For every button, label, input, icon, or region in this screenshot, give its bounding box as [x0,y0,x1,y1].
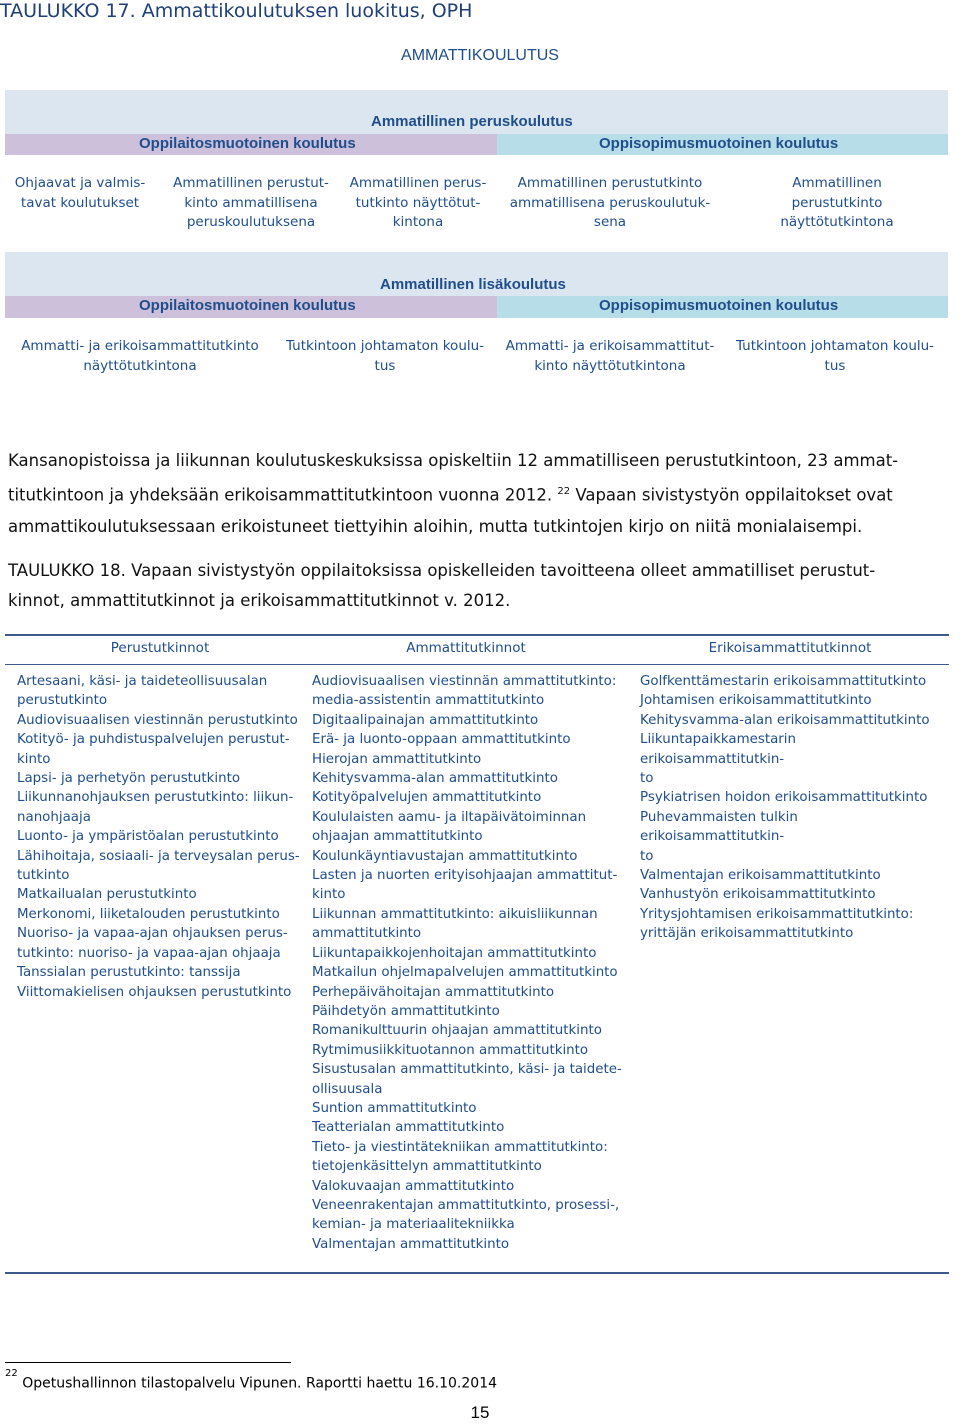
list-item: Kotityöpalvelujen ammattitutkinto [312,790,542,806]
list-item: Lähihoitaja, sosiaali- ja terveysalan perus- [17,848,300,864]
list-item: Sisustusalan ammattitutkinto, käsi- ja taidete- [312,1062,622,1078]
list-item: tietojenkäsittelyn ammattitutkinto [312,1159,542,1175]
list-item: perustutkinto [17,693,108,709]
list-item: Digitaalipainajan ammattitutkinto [312,712,539,728]
section1-cell: Ammatillinen perustutkinto näyttötutkintona [780,175,894,230]
footnote-separator [5,1362,291,1363]
list-item: Matkailun ohjelmapalvelujen ammattitutkinto [312,965,618,981]
list-item: Psykiatrisen hoidon erikoisammattitutkinto [640,790,928,806]
list-item: Suntion ammattitutkinto [312,1100,477,1116]
list-item: Kotityö- ja puhdistuspalvelujen perustut- [17,732,290,748]
table18-bottom-rule [5,1272,949,1274]
list-item: Viittomakielisen ohjauksen perustutkinto [17,984,292,1000]
table18-header-erikoisammattitutkinnot: Erikoisammattitutkinnot [708,640,872,656]
list-item: ammattitutkinto [312,926,422,942]
list-item: Veneenrakentajan ammattitutkinto, prosessi-, [312,1197,620,1213]
list-item: Nuoriso- ja vapaa-ajan ohjauksen perus- [17,926,288,942]
list-item: Tanssialan perustutkinto: tanssija [17,965,241,981]
list-item: Päihdetyön ammattitutkinto [312,1003,500,1019]
section2-cell: Ammatti- ja erikoisammattitutkinto näyttötutkintona [21,338,259,374]
list-item: Vanhustyön erikoisammattitutkinto [640,887,876,903]
section2-cell: Tutkintoon johtamaton koulu- tus [735,338,935,374]
list-item: Valokuvaajan ammattitutkinto [312,1178,515,1194]
footnote-text: Opetushallinnon tilastopalvelu Vipunen. Raportti haettu 16.10.2014 [22,1375,498,1392]
list-item: Koulunkäyntiavustajan ammattitutkinto [312,848,578,864]
list-item: Perhepäivähoitajan ammattitutkinto [312,984,555,1000]
list-item: Liikunnan ammattitutkinto: aikuisliikunnan [312,906,598,922]
list-item: kinto [17,751,51,767]
list-item: ollisuusala [312,1081,383,1097]
list-item: Yritysjohtamisen erikoisammattitutkinto: [640,906,914,922]
list-item: kinto [312,887,346,903]
footnote-reference[interactable]: 22 [557,486,571,497]
table17-title: TAULUKKO 17. Ammattikoulutuksen luokitus, OPH [0,0,473,22]
section2-cell: Tutkintoon johtamaton koulu- tus [285,338,485,374]
list-item: Puhevammaisten tulkin erikoisammattitutkin- [640,809,798,845]
section1-cell: Ammatillinen perustutkinto ammatillisena peruskoulutuk- sena [509,175,711,230]
body-paragraph [8,445,956,542]
list-item: kemian- ja materiaalitekniikka [312,1217,515,1233]
list-item: Lasten ja nuorten erityisohjaajan ammattitut- [312,868,618,884]
section1-cell: Ammatillinen perus- tutkinto näyttötut- kintona [349,175,487,230]
section1-left-label: Oppilaitosmuotoinen koulutus [139,135,356,152]
table18-header-rule [5,664,949,665]
section1-right-label: Oppisopimusmuotoinen koulutus [599,135,839,152]
list-item: yrittäjän erikoisammattitutkinto [640,926,854,942]
table18-title: TAULUKKO 18. Vapaan sivistystyön oppilaitoksissa opiskelleiden tavoitteena olleet ammatilliset perustut- kinnot, ammattitutkinnot ja erikoisammattitutkinnot v. 2012. [8,561,876,610]
list-item: media-assistentin ammattitutkinto [312,693,545,709]
paragraph-text-after: Vapaan sivistystyön oppilaitokset ovat ammattikoulutuksessaan erikoistuneet tiettyihin aloihin, mutta tutkintojen kirjo on niitä monialaisempi. [8,485,893,536]
list-item: Luonto- ja ympäristöalan perustutkinto [17,829,279,845]
list-item: Teatterialan ammattitutkinto [312,1120,505,1136]
list-item: Liikuntapaikkamestarin erikoisammattitutkin- [640,732,797,767]
list-item: Audiovisuaalisen viestinnän perustutkinto [17,712,298,728]
section2-right-label: Oppisopimusmuotoinen koulutus [599,297,839,314]
list-item: Valmentajan ammattitutkinto [312,1236,510,1252]
section1-title: Ammatillinen peruskoulutus [371,113,573,130]
list-item: Koululaisten aamu- ja iltapäivätoiminnan [312,809,587,825]
paragraph-text-before: Kansanopistoissa ja liikunnan koulutuskeskuksissa opiskeltiin 12 ammatilliseen perustutkintoon, 23 ammat- titutkintoon ja yhdeksään erikoisammattitutkintoon vuonna 2012. [8,451,899,505]
list-item: Valmentajan erikoisammattitutkinto [640,868,881,884]
list-item: Artesaani, käsi- ja taideteollisuusalan [17,674,268,689]
list-item: Lapsi- ja perhetyön perustutkinto [17,771,241,787]
footnote [5,1368,498,1392]
list-item: Audiovisuaalisen viestinnän ammattitutkinto: [312,674,617,689]
table18-header-ammattitutkinnot: Ammattitutkinnot [406,640,526,656]
table18-header-perustutkinnot: Perustutkinnot [110,640,210,656]
list-item: Liikunnanohjauksen perustutkinto: liikun- [17,790,294,806]
table18-top-rule [5,634,949,636]
page-number: 15 [470,1403,490,1422]
ammattitutkinnot-list [312,672,632,1254]
section2-title: Ammatillinen lisäkoulutus [380,276,566,293]
section1-cell: Ammatillinen perustut- kinto ammatillisena peruskoulutuksena [173,175,329,230]
list-item: tutkinto [17,868,70,884]
table17-heading: AMMATTIKOULUTUS [401,47,559,64]
list-item: ohjaajan ammattitutkinto [312,829,483,845]
section2-left-label: Oppilaitosmuotoinen koulutus [139,297,356,314]
list-item: to [640,848,654,864]
footnote-number: 22 [5,1368,18,1379]
list-item: Golfkenttämestarin erikoisammattitutkinto [640,674,927,689]
list-item: Tieto- ja viestintätekniikan ammattitutkinto: [312,1139,608,1155]
perustutkinnot-list [17,672,307,1002]
list-item: Erä- ja luonto-oppaan ammattitutkinto [312,732,571,748]
section2-cell: Ammatti- ja erikoisammattitut- kinto näyttötutkintona [505,338,715,374]
list-item: Kehitysvamma-alan erikoisammattitutkinto [640,712,930,728]
list-item: Merkonomi, liiketalouden perustutkinto [17,906,280,922]
list-item: tutkinto: nuoriso- ja vapaa-ajan ohjaaja [17,945,281,961]
list-item: nanohjaaja [17,809,91,825]
list-item: Matkailualan perustutkinto [17,887,197,903]
list-item: Rytmimusiikkituotannon ammattitutkinto [312,1042,589,1058]
section1-cell: Ohjaavat ja valmis- tavat koulutukset [14,175,146,211]
list-item: Hierojan ammattitutkinto [312,751,482,767]
list-item: Kehitysvamma-alan ammattitutkinto [312,771,558,787]
list-item: Romanikulttuurin ohjaajan ammattitutkinto [312,1023,602,1039]
list-item: Liikuntapaikkojenhoitajan ammattitutkinto [312,945,597,961]
erikoisammattitutkinnot-list [640,672,940,944]
list-item: to [640,771,654,787]
list-item: Johtamisen erikoisammattitutkinto [640,693,872,709]
